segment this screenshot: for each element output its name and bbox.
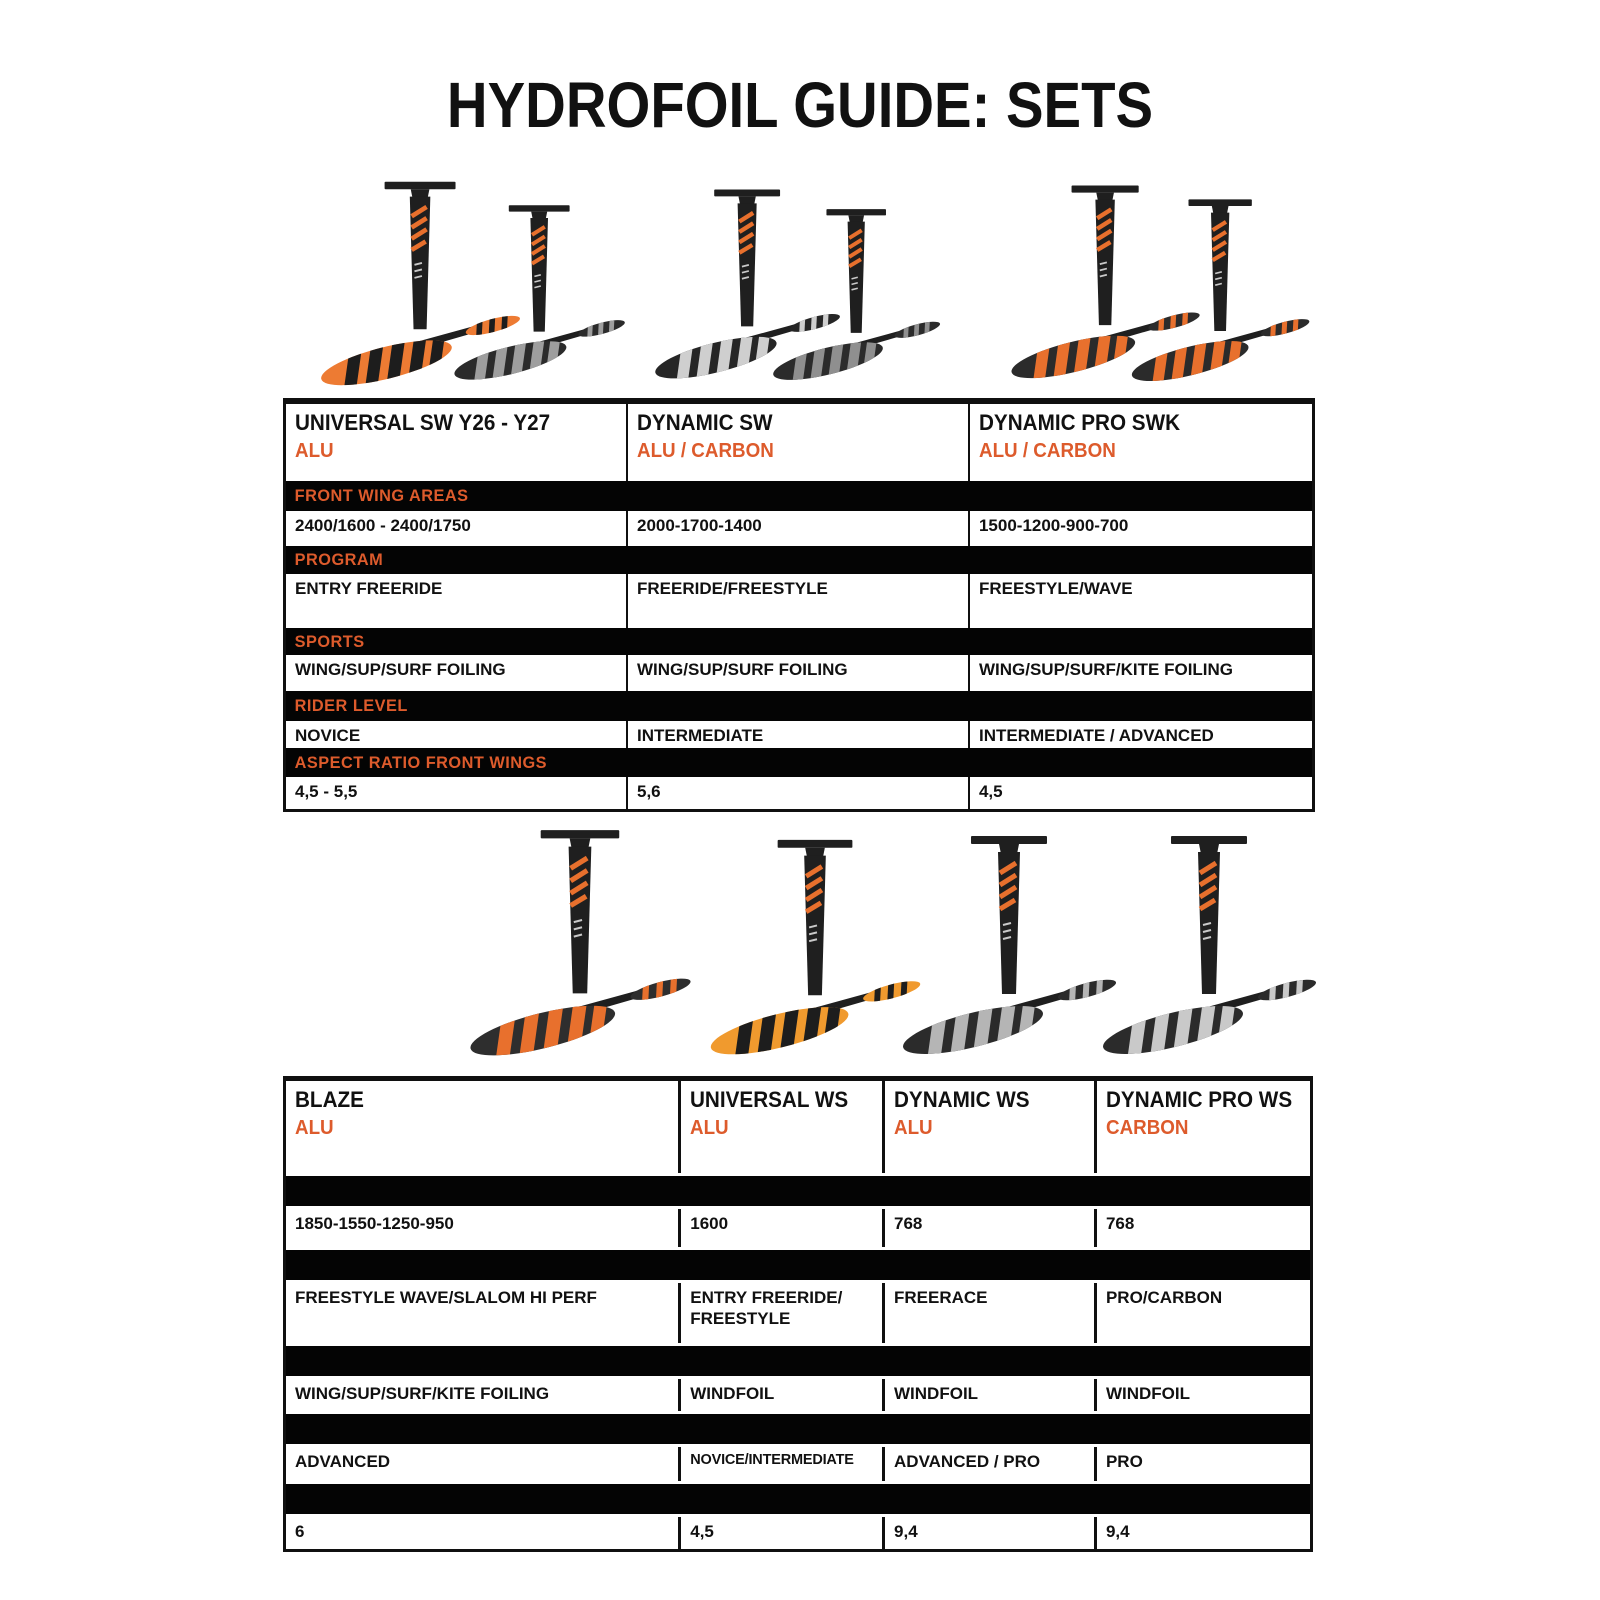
row-label-text: PROGRAM: [294, 550, 384, 569]
cell-sports: WINDFOIL: [681, 1379, 885, 1411]
foil-image-dynamic-pro-swk-b: [1108, 196, 1334, 396]
row-label-text: SPORTS: [294, 631, 365, 651]
product-header-blaze: [286, 1081, 681, 1173]
cell-front-wing-areas: 1500-1200-900-700: [978, 516, 1129, 535]
table-row-aspect-ratio: [286, 777, 1312, 809]
product-header-dynamic-ws: [885, 1081, 1097, 1173]
product-header-universal-ws: [681, 1081, 885, 1173]
table-bottom-header-row: [286, 1081, 1310, 1173]
product-header-dynamic-pro-ws: [1097, 1081, 1310, 1173]
product-material: ALU: [295, 1117, 334, 1140]
row-divider-aspect-ratio: [286, 1481, 1310, 1517]
cell-rider-level: INTERMEDIATE: [628, 721, 970, 748]
product-name: DYNAMIC PRO WS: [1105, 1087, 1293, 1112]
cell-rider-level: NOVICE: [286, 721, 628, 748]
row-label-rider-level: [286, 691, 1312, 721]
product-name: DYNAMIC PRO SWK: [978, 410, 1181, 435]
cell-sports: WINDFOIL: [1105, 1384, 1191, 1403]
foil-image-universal-sw-b: [432, 202, 648, 394]
row-divider-sports: [286, 1343, 1310, 1379]
cell-front-wing-areas: 768: [1105, 1214, 1135, 1233]
cell-aspect-ratio: 9,4: [885, 1517, 1097, 1549]
page-title: HYDROFOIL GUIDE: SETS: [446, 69, 1154, 141]
product-header-universal-sw: [286, 404, 628, 481]
product-name: DYNAMIC SW: [636, 410, 773, 435]
product-material: ALU / CARBON: [978, 440, 1116, 463]
cell-aspect-ratio: 4,5 - 5,5: [286, 777, 628, 809]
product-material: ALU: [295, 440, 334, 463]
cell-rider-level: ADVANCED: [286, 1447, 681, 1481]
product-material: CARBON: [1105, 1117, 1189, 1140]
product-name: DYNAMIC WS: [894, 1087, 1030, 1112]
row-label-text: ASPECT RATIO FRONT WINGS: [294, 752, 548, 772]
row-label-text: RIDER LEVEL: [294, 696, 408, 715]
cell-aspect-ratio: 6: [286, 1517, 681, 1549]
cell-rider-level: NOVICE/INTERMEDIATE: [681, 1447, 885, 1481]
row-divider-rider-level: [286, 1411, 1310, 1447]
cell-rider-level: INTERMEDIATE / ADVANCED: [978, 726, 1214, 745]
cell-sports: WING/SUP/SURF/KITE FOILING: [978, 660, 1234, 679]
table-row-sports: [286, 655, 1312, 691]
table-row-program: [286, 1283, 1310, 1343]
row-label-text: FRONT WING AREAS: [294, 486, 469, 505]
product-material: ALU: [894, 1117, 933, 1140]
table-row-rider-level: [286, 1447, 1310, 1481]
cell-front-wing-areas: 2400/1600 - 2400/1750: [286, 511, 628, 546]
table-row-front-wing-areas: [286, 1209, 1310, 1247]
table-row-front-wing-areas: [286, 511, 1312, 546]
cell-rider-level: ADVANCED / PRO: [885, 1447, 1097, 1481]
sets-table-bottom: [283, 1076, 1313, 1552]
foil-image-dynamic-sw-b: [752, 206, 962, 394]
product-header-dynamic-sw: [628, 404, 970, 481]
foil-image-blaze: [420, 826, 742, 1074]
row-label-aspect-ratio: [286, 748, 1312, 777]
cell-program: FREERACE: [885, 1283, 1097, 1343]
product-name: UNIVERSAL SW Y26 - Y27: [295, 410, 551, 435]
cell-sports: WING/SUP/SURF FOILING: [286, 655, 628, 691]
row-label-sports: [286, 628, 1312, 655]
cell-sports: WINDFOIL: [885, 1379, 1097, 1411]
product-material: ALU: [690, 1117, 729, 1140]
table-top-header-row: [286, 404, 1312, 481]
cell-aspect-ratio: 4,5: [978, 782, 1003, 801]
table-row-rider-level: [286, 721, 1312, 748]
cell-front-wing-areas: 768: [885, 1209, 1097, 1247]
foil-image-dynamic-pro-ws: [1090, 832, 1330, 1072]
cell-program: FREERIDE/FREESTYLE: [628, 574, 970, 628]
cell-front-wing-areas: 2000-1700-1400: [628, 511, 970, 546]
row-label-front-wing-areas: [286, 481, 1312, 511]
cell-aspect-ratio: 5,6: [628, 777, 970, 809]
cell-program: FREESTYLE WAVE/SLALOM HI PERF: [286, 1283, 681, 1343]
table-row-sports: [286, 1379, 1310, 1411]
product-name: BLAZE: [295, 1087, 364, 1112]
cell-program: FREESTYLE/WAVE: [978, 579, 1133, 598]
cell-aspect-ratio: 9,4: [1105, 1522, 1130, 1541]
row-divider-program: [286, 1247, 1310, 1283]
table-row-program: [286, 574, 1312, 628]
cell-sports: WING/SUP/SURF/KITE FOILING: [286, 1379, 681, 1411]
product-header-dynamic-pro-swk: [970, 404, 1312, 481]
cell-front-wing-areas: 1600: [681, 1209, 885, 1247]
cell-aspect-ratio: 4,5: [681, 1517, 885, 1549]
product-name: UNIVERSAL WS: [690, 1087, 849, 1112]
cell-rider-level: PRO: [1105, 1452, 1143, 1471]
table-row-aspect-ratio: [286, 1517, 1310, 1549]
cell-program: ENTRY FREERIDE/ FREESTYLE: [681, 1283, 885, 1343]
cell-front-wing-areas: 1850-1550-1250-950: [286, 1209, 681, 1247]
row-label-program: [286, 546, 1312, 574]
cell-program: ENTRY FREERIDE: [286, 574, 628, 628]
cell-sports: WING/SUP/SURF FOILING: [628, 655, 970, 691]
cell-program: PRO/CARBON: [1105, 1288, 1223, 1307]
row-divider-front-wing-areas: [286, 1173, 1310, 1209]
sets-table-top: [283, 398, 1315, 812]
product-material: ALU / CARBON: [636, 440, 774, 463]
